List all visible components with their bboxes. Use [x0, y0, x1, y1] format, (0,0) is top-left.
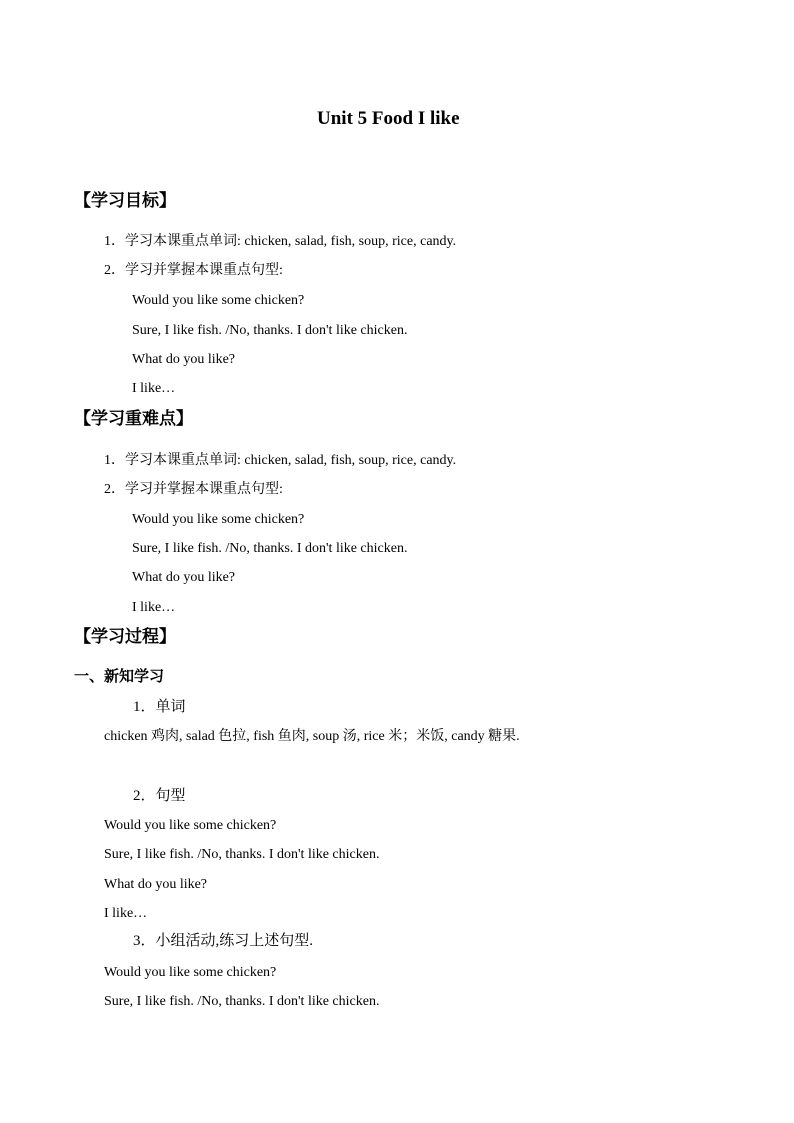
objectives-heading: 【学习目标】 [74, 191, 176, 210]
difficulties-heading: 【学习重难点】 [74, 409, 193, 428]
objectives-sentence-1: Would you like some chicken? [132, 293, 305, 308]
pattern-sentence-3: What do you like? [104, 877, 208, 892]
difficulties-sentence-2: Sure, I like fish. /No, thanks. I don't like chicken. [132, 541, 408, 556]
activity-sentence-2: Sure, I like fish. /No, thanks. I don't like chicken. [104, 994, 380, 1009]
document-title: Unit 5 Food I like [317, 108, 460, 129]
activity-sentence-1: Would you like some chicken? [104, 965, 277, 980]
activity-label: 3．小组活动,练习上述句型. [133, 933, 314, 949]
objectives-item-1: 1．学习本课重点单词: chicken, salad, fish, soup, rice, candy. [104, 234, 457, 249]
objectives-sentence-4: I like… [132, 381, 176, 396]
objectives-item-2: 2．学习并掌握本课重点句型: [104, 263, 283, 278]
difficulties-item-1: 1．学习本课重点单词: chicken, salad, fish, soup, rice, candy. [104, 453, 457, 468]
pattern-sentence-2: Sure, I like fish. /No, thanks. I don't like chicken. [104, 847, 380, 862]
difficulties-item-2: 2．学习并掌握本课重点句型: [104, 482, 283, 497]
words-line: chicken 鸡肉, salad 色拉, fish 鱼肉, soup 汤, rice 米；米饭, candy 糖果. [104, 729, 520, 744]
process-heading: 【学习过程】 [74, 627, 176, 646]
difficulties-sentence-4: I like… [132, 600, 176, 615]
pattern-sentence-4: I like… [104, 906, 148, 921]
objectives-sentence-2: Sure, I like fish. /No, thanks. I don't like chicken. [132, 323, 408, 338]
objectives-sentence-3: What do you like? [132, 352, 236, 367]
section-new-knowledge: 一、新知学习 [74, 669, 165, 685]
difficulties-sentence-1: Would you like some chicken? [132, 512, 305, 527]
patterns-label: 2．句型 [133, 788, 186, 804]
difficulties-sentence-3: What do you like? [132, 570, 236, 585]
pattern-sentence-1: Would you like some chicken? [104, 818, 277, 833]
words-label: 1．单词 [133, 699, 186, 715]
